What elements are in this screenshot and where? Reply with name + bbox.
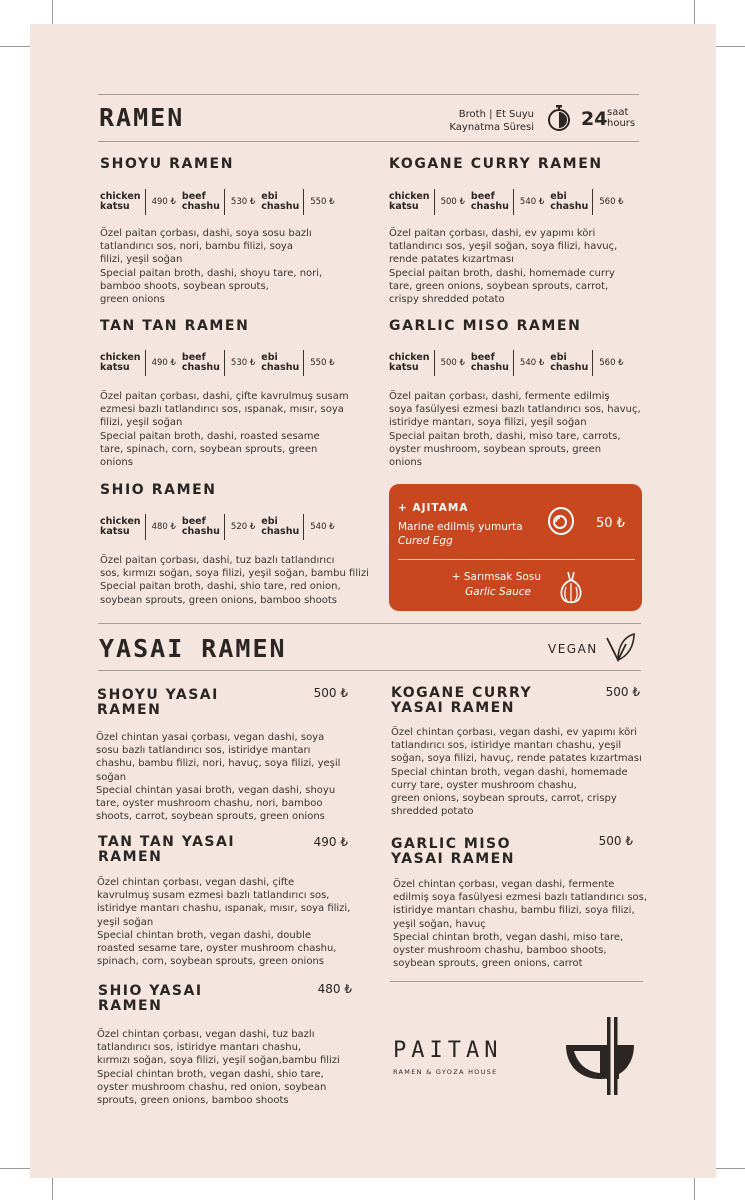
divider xyxy=(98,623,641,624)
price-divider xyxy=(513,189,514,215)
option-label: ebi chashu xyxy=(550,351,589,373)
option-label: chicken katsu xyxy=(389,190,430,212)
dish-name: SHIO RAMEN xyxy=(100,482,217,498)
dish-price: 480 ₺ xyxy=(317,982,352,996)
option-label: chicken katsu xyxy=(100,351,141,373)
option-label: ebi chashu xyxy=(550,190,589,212)
dish-description: Özel chintan yasai çorbası, vegan dashi, soya sosu bazlı tatlandırıcı sos, istiridye mantarı chashu, bambu filizi, nori, havuç, soya filizi, yeşil soğan Special chintan yasai broth, vegan dashi, shoyu tare, oyster mushroom chashu, nori, bamboo shoots, carrot, soybean sprouts, green onions xyxy=(96,732,341,823)
option-label: chicken katsu xyxy=(100,190,141,212)
ajitama-price: 50 ₺ xyxy=(596,516,625,531)
vegan-label: VEGAN xyxy=(548,642,598,656)
broth-line-1: Broth | Et Suyu xyxy=(458,109,534,120)
option-price: 530 ₺ xyxy=(230,197,256,207)
price-divider xyxy=(145,189,146,215)
price-divider xyxy=(434,350,435,376)
option-label: beef chashu xyxy=(470,190,509,212)
price-divider xyxy=(592,189,593,215)
option-price: 560 ₺ xyxy=(599,358,624,368)
option-price: 560 ₺ xyxy=(599,197,624,207)
option-price: 540 ₺ xyxy=(519,358,545,368)
price-divider xyxy=(224,350,225,376)
option-price: 480 ₺ xyxy=(151,522,176,532)
price-divider xyxy=(303,189,304,215)
dish-name: TAN TAN YASAI RAMEN xyxy=(98,834,236,865)
egg-icon xyxy=(546,506,576,540)
option-price: 500 ₺ xyxy=(440,358,465,368)
divider xyxy=(98,670,641,671)
broth-line-2: Kaynatma Süresi xyxy=(449,122,534,133)
option-label: ebi chashu xyxy=(261,351,300,373)
section-title-ramen: RAMEN xyxy=(99,103,185,132)
price-row xyxy=(100,514,341,540)
divider xyxy=(398,559,635,560)
price-divider xyxy=(145,350,146,376)
option-label: chicken katsu xyxy=(100,515,141,537)
price-row xyxy=(389,189,630,215)
ajitama-tr: Marine edilmiş yumurta xyxy=(398,521,523,533)
dish-price: 500 ₺ xyxy=(313,686,348,700)
ajitama-en: Cured Egg xyxy=(398,535,453,547)
option-label: beef chashu xyxy=(181,190,220,212)
price-divider xyxy=(145,514,146,540)
dish-name: KOGANE CURRY RAMEN xyxy=(389,156,603,172)
option-price: 490 ₺ xyxy=(151,358,176,368)
broth-info xyxy=(420,108,534,134)
stopwatch-icon xyxy=(545,104,573,136)
dish-description: Özel chintan çorbası, vegan dashi, ev yapımı köri tatlandırıcı sos, istiridye mantarı chashu, yeşil soğan, soya filizi, havuç, rende patates kızartması Special chintan broth, vegan dashi, homemade curry tare, oyster mushroom chashu, green onions, soybean sprouts, carrot, crispy shredded potato xyxy=(391,727,642,818)
hours-label-en: hours xyxy=(607,118,636,129)
hours-value: 24 xyxy=(581,108,608,130)
option-price: 490 ₺ xyxy=(151,197,176,207)
price-divider xyxy=(224,189,225,215)
divider xyxy=(390,981,643,982)
dish-description: Özel paitan çorbası, dashi, çifte kavrulmuş susam ezmesi bazlı tatlandırıcı sos, ıspanak, mısır, soya filizi, yeşil soğan Special paitan broth, dashi, roasted sesame tare, spinach, corn, soybean sprouts, green onions xyxy=(100,391,349,469)
price-row xyxy=(389,350,630,376)
option-price: 540 ₺ xyxy=(310,522,335,532)
dish-price: 500 ₺ xyxy=(598,834,633,848)
leaf-icon xyxy=(604,632,636,666)
divider xyxy=(98,94,639,95)
dish-description: Özel paitan çorbası, dashi, ev yapımı köri tatlandırıcı sos, yeşil soğan, soya filizi, havuç, rende patates kızartması Special paitan broth, dashi, homemade curry tare, green onions, soybean sprouts, carrot, crispy shredded potato xyxy=(389,228,618,306)
dish-name: GARLIC MISO RAMEN xyxy=(389,318,582,334)
price-row xyxy=(100,189,341,215)
dish-description: Özel paitan çorbası, dashi, tuz bazlı tatlandırıcı sos, kırmızı soğan, soya filizi, yeşil soğan, bambu filizi Special paitan broth, dashi, shio tare, red onion, soybean sprouts, green onions, bamboo shoots xyxy=(100,555,369,606)
dish-description: Özel chintan çorbası, vegan dashi, çifte kavrulmuş susam ezmesi bazlı tatlandırıcı sos, istiridye mantarı chashu, ıspanak, mısır, soya filizi, yeşil soğan Special chintan broth, vegan dashi, double roasted sesame tare, oyster mushroom chashu, spinach, corn, soybean sprouts, green onions xyxy=(97,877,351,968)
brand-name: PAITAN xyxy=(393,1038,503,1063)
hours-label xyxy=(607,107,635,129)
dish-description: Özel chintan çorbası, vegan dashi, tuz bazlı tatlandırıcı sos, istiridye mantarı chashu, kırmızı soğan, soya filizi, yeşil soğan,bambu filizi Special chintan broth, vegan dashi, shio tare, oyster mushroom chashu, red onion, soybean sprouts, green onions, bamboo shoots xyxy=(97,1029,340,1107)
dish-description: Özel paitan çorbası, dashi, soya sosu bazlı tatlandırıcı sos, nori, bambu filizi, soya filizi, yeşil soğan Special paitan broth, dashi, shoyu tare, nori, bamboo shoots, soybean sprouts, green onions xyxy=(100,228,323,306)
price-divider xyxy=(592,350,593,376)
dish-description: Özel paitan çorbası, dashi, fermente edilmiş soya fasülyesi ezmesi bazlı tatlandırıcı sos, havuç, istiridye mantarı, soya filizi, yeşil soğan Special paitan broth, dashi, miso tare, carrots, oyster mushroom, soybean sprouts, green onions xyxy=(389,391,641,469)
section-title-yasai: YASAI RAMEN xyxy=(99,634,287,663)
option-price: 520 ₺ xyxy=(230,522,256,532)
dish-name: SHIO YASAI RAMEN xyxy=(98,983,203,1014)
crop-mark xyxy=(694,1178,695,1200)
dish-name: GARLIC MISO YASAI RAMEN xyxy=(391,836,515,867)
dish-description: Özel chintan çorbası, vegan dashi, fermente edilmiş soya fasülyesi ezmesi bazlı tatlandırıcı sos, istiridye mantarı chashu, bambu filizi, soya filizi, yeşil soğan, havuç Special chintan broth, vegan dashi, miso tare, oyster mushroom chashu, bamboo shoots, soybean sprouts, green onions, carrot xyxy=(393,879,648,970)
option-label: ebi chashu xyxy=(261,190,300,212)
option-price: 550 ₺ xyxy=(310,358,335,368)
price-divider xyxy=(513,350,514,376)
price-divider xyxy=(303,350,304,376)
option-price: 550 ₺ xyxy=(310,197,335,207)
brand-tagline: RAMEN & GYOZA HOUSE xyxy=(393,1068,498,1076)
dish-name: TAN TAN RAMEN xyxy=(100,318,250,334)
option-label: ebi chashu xyxy=(261,515,300,537)
option-label: beef chashu xyxy=(181,515,220,537)
price-row xyxy=(100,350,341,376)
garlic-en: Garlic Sauce xyxy=(465,586,531,598)
price-divider xyxy=(303,514,304,540)
garlic-icon xyxy=(555,570,587,608)
extras-box xyxy=(389,484,642,611)
option-label: chicken katsu xyxy=(389,351,430,373)
price-divider xyxy=(434,189,435,215)
option-price: 530 ₺ xyxy=(230,358,256,368)
bowl-chopsticks-logo xyxy=(563,1017,637,1099)
ajitama-title: + AJITAMA xyxy=(398,502,469,514)
option-label: beef chashu xyxy=(181,351,220,373)
option-label: beef chashu xyxy=(470,351,509,373)
hours-label-tr: saat xyxy=(607,107,629,118)
dish-price: 500 ₺ xyxy=(605,685,640,699)
price-divider xyxy=(224,514,225,540)
dish-name: KOGANE CURRY YASAI RAMEN xyxy=(391,685,533,716)
option-price: 540 ₺ xyxy=(519,197,545,207)
dish-price: 490 ₺ xyxy=(313,835,348,849)
dish-name: SHOYU RAMEN xyxy=(100,156,235,172)
divider xyxy=(98,141,639,142)
option-price: 500 ₺ xyxy=(440,197,465,207)
garlic-tr: + Sarımsak Sosu xyxy=(451,571,541,583)
crop-mark xyxy=(52,1178,53,1200)
dish-name: SHOYU YASAI RAMEN xyxy=(97,687,219,718)
